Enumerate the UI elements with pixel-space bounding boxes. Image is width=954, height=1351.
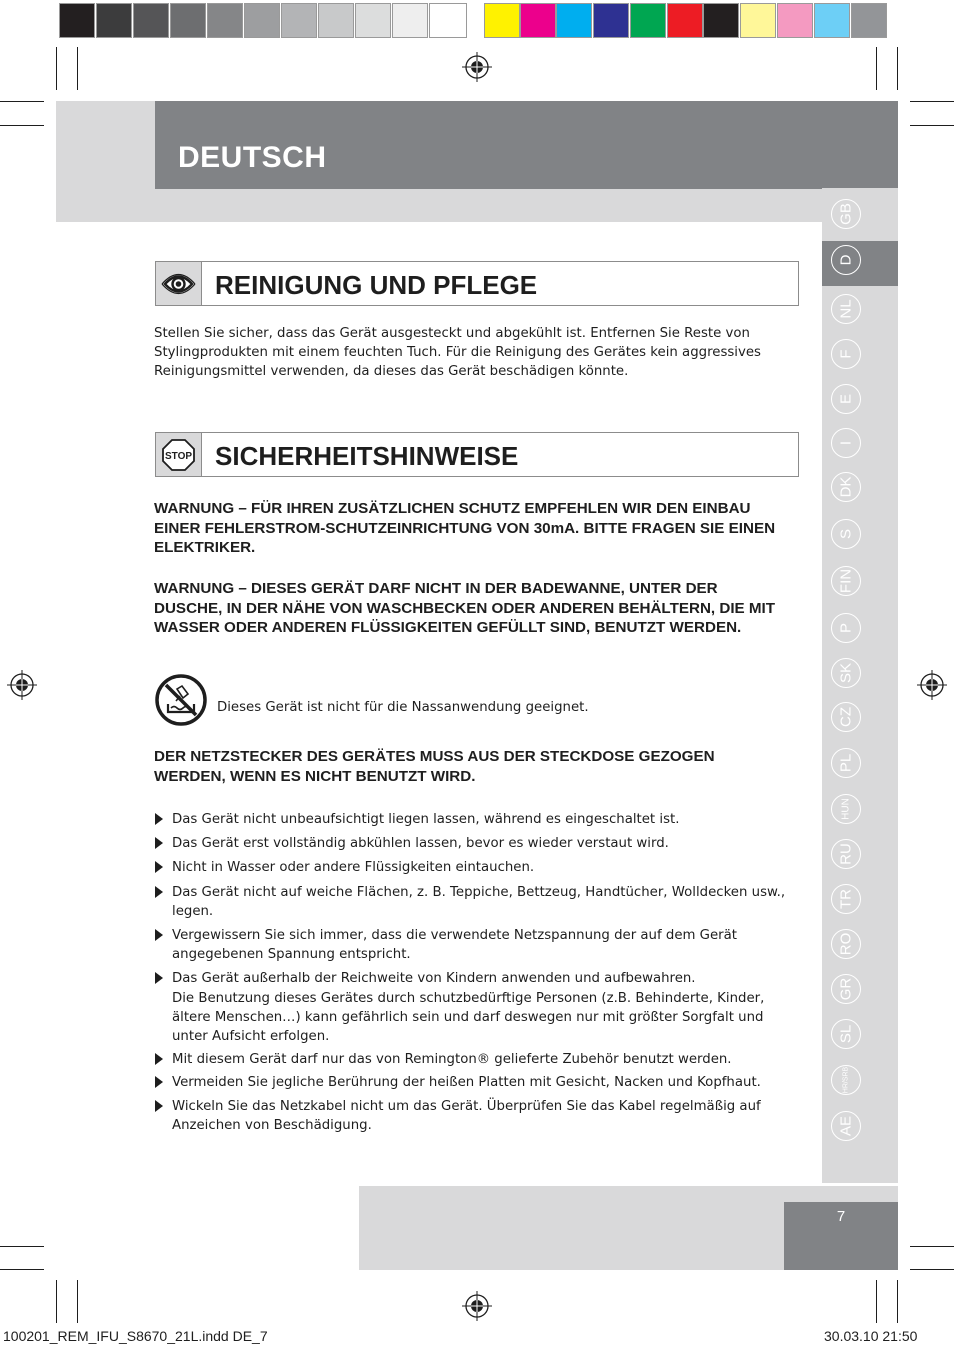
color-swatch: [59, 3, 95, 38]
language-tab-label: S: [837, 528, 855, 540]
language-tab-label: GB: [837, 203, 855, 225]
language-tab-ae: [831, 1111, 861, 1141]
list-item: Mit diesem Gerät darf nur das von Remington® gelieferte Zubehör benutzt werden.: [154, 1050, 794, 1069]
section-title: SICHERHEITSHINWEISE: [215, 441, 519, 471]
list-item: Das Gerät nicht unbeaufsichtigt liegen lassen, während es eingeschaltet ist.: [154, 810, 794, 829]
list-item: Wickeln Sie das Netzkabel nicht um das Gerät. Überprüfen Sie das Kabel regelmäßig auf Anzeichen von Beschädigung.: [154, 1097, 794, 1135]
language-tab-label: HR/SRB: [842, 1066, 850, 1094]
language-tab-gr: [831, 974, 861, 1004]
language-tab-ru: [831, 839, 861, 869]
language-tab-label: AE: [837, 1115, 855, 1137]
color-swatch: [667, 3, 703, 38]
language-tab-label: E: [837, 393, 855, 405]
list-item: Vermeiden Sie jegliche Berührung der heißen Platten mit Gesicht, Nacken und Kopfhaut.: [154, 1073, 794, 1092]
color-swatch: [703, 3, 739, 38]
language-tab-hun: [831, 794, 861, 824]
language-tab-sk: [831, 658, 861, 688]
language-tab-label: PL: [837, 753, 855, 773]
color-swatch: [740, 3, 776, 38]
language-tab-hr-srb: [831, 1065, 861, 1095]
safety-bullet-list: [154, 810, 794, 1135]
page-title: DEUTSCH: [178, 141, 327, 174]
warning-water: WARNUNG – DIESES GERÄT DARF NICHT IN DER BADEWANNE, UNTER DER DUSCHE, IN DER NÄHE VON WASCHBECKEN ODER ANDEREN BEHÄLTERN, DIE MIT WASSER ODER ANDEREN FLÜSSIGKEITEN GEFÜLLT SIND, BENUTZT WERDEN.: [154, 580, 776, 636]
warning-rcd: WARNUNG – FÜR IHREN ZUSÄTZLICHEN SCHUTZ EMPFEHLEN WIR DEN EINBAU EINER FEHLERSTROM-SCHUTZEINRICHTUNG VON 30mA. BITTE FRAGEN SIE EINEN ELEKTRIKER.: [154, 500, 776, 556]
registration-mark-icon: [462, 52, 492, 82]
language-tab-label: TR: [837, 889, 855, 909]
language-tab-dk: [831, 472, 861, 502]
registration-mark-icon: [462, 1291, 492, 1321]
language-tab-cz: [831, 702, 861, 732]
color-swatch: [207, 3, 243, 38]
language-tab-nl: [831, 294, 861, 324]
color-calibration-bar: [59, 3, 897, 38]
language-tab-f: [831, 339, 861, 369]
color-swatch: [814, 3, 850, 38]
section-icon-cell: [156, 262, 202, 305]
registration-mark-icon: [7, 670, 37, 700]
language-tab-label: F: [837, 349, 855, 359]
print-date: 30.03.10 21:50: [824, 1328, 918, 1344]
color-swatch: [318, 3, 354, 38]
list-item: Das Gerät erst vollständig abkühlen lassen, bevor es wieder verstaut wird.: [154, 834, 794, 853]
language-tab-label: I: [837, 440, 855, 446]
language-tab-label: SL: [837, 1024, 855, 1044]
no-wet-use-text: Dieses Gerät ist nicht für die Nassanwendung geeignet.: [217, 700, 589, 715]
language-tab-tr: [831, 884, 861, 914]
language-tab-label: NL: [837, 299, 855, 319]
color-swatch: [429, 3, 467, 38]
color-swatch: [484, 3, 520, 38]
language-tab-label: DK: [837, 476, 855, 498]
color-swatch: [593, 3, 629, 38]
language-tab-sl: [831, 1019, 861, 1049]
language-tab-e: [831, 384, 861, 414]
eye-icon: [156, 262, 201, 305]
language-tab-d: [831, 245, 861, 275]
warning-unplug: DER NETZSTECKER DES GERÄTES MUSS AUS DER STECKDOSE GEZOGEN WERDEN, WENN ES NICHT BENUTZT WIRD.: [154, 748, 715, 785]
list-item: Das Gerät nicht auf weiche Flächen, z. B. Teppiche, Bettzeug, Handtücher, Wolldecken usw., legen.: [154, 883, 794, 921]
color-swatch: [355, 3, 391, 38]
list-item: Das Gerät außerhalb der Reichweite von Kindern anwenden und aufbewahren. Die Benutzung dieses Gerätes durch schutzbedürftige Personen (z.B. Behinderte, Kinder, ältere Menschen…) kann gefährlich sein und darf deswegen nur mit größter Sorgfalt und unter Aufsicht erfolgen.: [154, 969, 794, 1046]
language-tab-label: RO: [837, 932, 855, 956]
color-swatch: [556, 3, 592, 38]
language-tab-label: D: [837, 254, 855, 266]
color-swatch: [520, 3, 556, 38]
stop-icon-label: STOP: [164, 451, 193, 462]
no-water-use-icon: [155, 674, 207, 726]
language-tab-s: [831, 519, 861, 549]
list-item: Vergewissern Sie sich immer, dass die verwendete Netzspannung der auf dem Gerät angegebenen Spannung entspricht.: [154, 926, 794, 964]
language-tab-pl: [831, 748, 861, 778]
page-number: 7: [836, 1208, 846, 1225]
language-tab-label: FIN: [837, 568, 855, 594]
color-swatch: [133, 3, 169, 38]
language-tab-label: CZ: [837, 707, 855, 727]
language-tab-p: [831, 613, 861, 643]
color-swatch: [96, 3, 132, 38]
color-swatch: [281, 3, 317, 38]
color-swatch: [170, 3, 206, 38]
language-tab-fin: [831, 566, 861, 596]
language-tab-label: GR: [837, 977, 855, 1001]
color-swatch: [777, 3, 813, 38]
section-header-safety: [155, 432, 799, 477]
language-tab-label: HUN: [840, 798, 852, 820]
list-item: Nicht in Wasser oder andere Flüssigkeiten eintauchen.: [154, 858, 794, 877]
cleaning-text: Stellen Sie sicher, dass das Gerät ausgesteckt und abgekühlt ist. Entfernen Sie Reste von Stylingprodukten mit einem feuchten Tuch. Für die Reinigung des Gerätes kein aggressives Reinigungsmittel verwenden, da dieses das Gerät beschädigen könnte.: [154, 326, 761, 379]
language-tab-label: RU: [837, 843, 855, 865]
language-tab-i: [831, 428, 861, 458]
registration-mark-icon: [917, 670, 947, 700]
language-tab-gb: [831, 199, 861, 229]
stop-icon: [156, 433, 201, 476]
color-swatch: [392, 3, 428, 38]
section-title: REINIGUNG UND PFLEGE: [215, 270, 538, 300]
file-info: 100201_REM_IFU_S8670_21L.indd DE_7: [3, 1328, 268, 1344]
section-header-cleaning: [155, 261, 799, 306]
color-swatch: [244, 3, 280, 38]
language-tab-ro: [831, 929, 861, 959]
color-swatch: [851, 3, 887, 38]
language-tab-label: P: [837, 622, 855, 634]
language-tab-label: SK: [837, 662, 855, 684]
color-swatch: [630, 3, 666, 38]
section-icon-cell: [156, 433, 202, 476]
